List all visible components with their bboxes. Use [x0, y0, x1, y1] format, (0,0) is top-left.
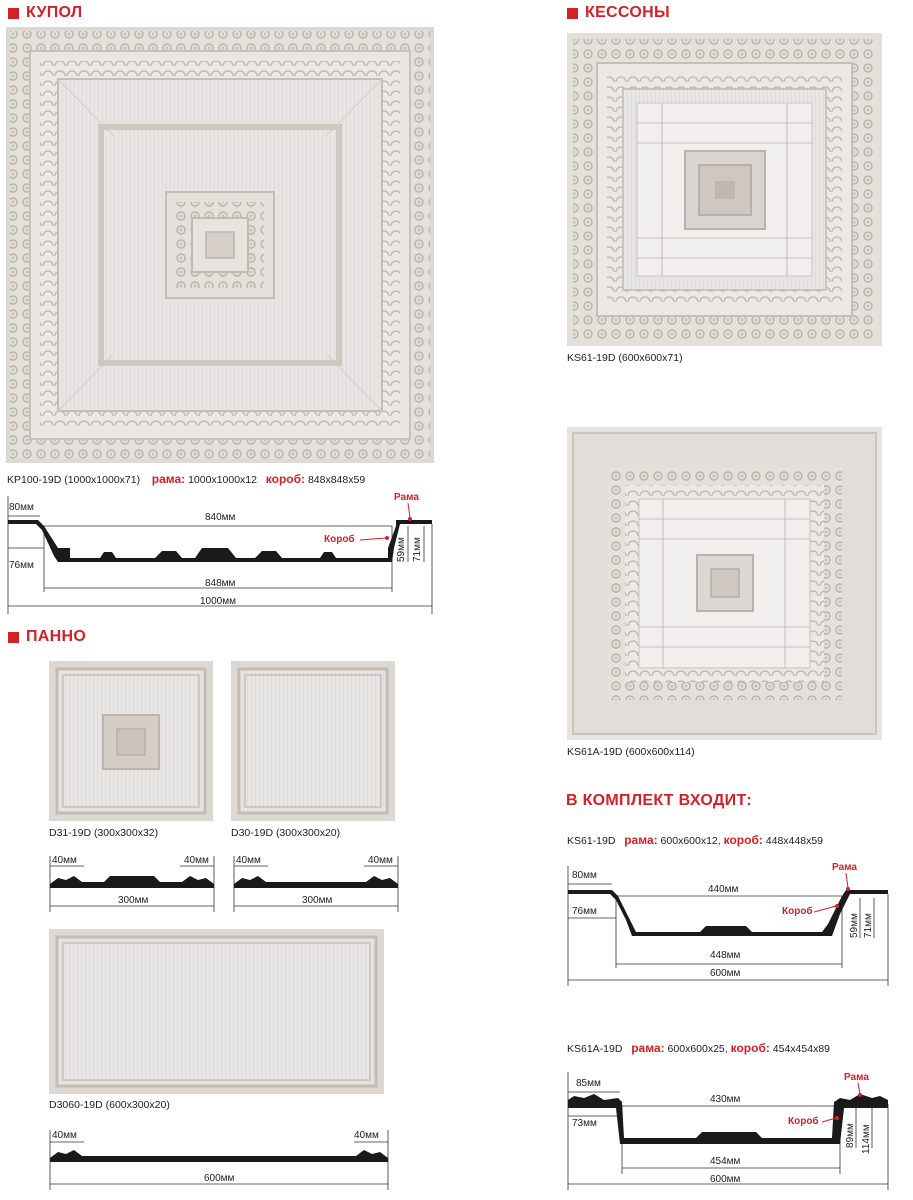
kessony-title: КЕССОНЫ [585, 4, 670, 21]
komplekt-row1-dim-448: 448мм [710, 950, 741, 961]
panno-dim3-left: 40мм [52, 1130, 77, 1141]
panno-dim2-right: 40мм [368, 855, 393, 866]
komplekt-row2-korob-callout: Короб [788, 1116, 819, 1127]
panno-dim2-left: 40мм [236, 855, 261, 866]
komplekt-row1-rama-callout: Рама [832, 862, 857, 873]
kupol-rama-callout: Рама [394, 492, 419, 503]
komplekt-row2-rama-callout: Рама [844, 1072, 869, 1083]
panno-dim1-left: 40мм [52, 855, 77, 866]
panno-dim3-width: 600мм [204, 1173, 235, 1184]
komplekt-row1-korob-size: 448x448x59 [765, 835, 823, 847]
panno-caption-2: D30-19D (300x300x20) [231, 827, 341, 839]
komplekt-row1-profile [560, 858, 900, 993]
komplekt-row1-dim-600: 600мм [710, 968, 741, 979]
kupol-dim-1000: 1000мм [200, 596, 236, 607]
kupol-rama-label: рама: [151, 472, 186, 486]
komplekt-row2-dim-114: 114мм [861, 1124, 872, 1154]
panno-profile-2 [228, 850, 404, 916]
komplekt-row2-dim-85: 85мм [576, 1078, 601, 1089]
kupol-caption [7, 472, 365, 486]
komplekt-row1-rama-size: 600x600x12, [660, 835, 721, 847]
komplekt-row2-dim-430: 430мм [710, 1094, 741, 1105]
kupol-dim-848: 848мм [205, 578, 236, 589]
kessony-caption-1: KS61-19D (600x600x71) [567, 352, 683, 364]
komplekt-row1-caption [567, 833, 823, 847]
komplekt-row2-dim-454: 454мм [710, 1156, 741, 1167]
komplekt-row2-rama-label: рама: [631, 1041, 665, 1055]
panno-panel-1-image [49, 661, 213, 821]
komplekt-row1-dim-80: 80мм [572, 870, 597, 881]
komplekt-row1-dim-71: 71мм [863, 913, 874, 938]
panno-profile-3 [44, 1124, 394, 1194]
kupol-dim-71: 71мм [412, 537, 423, 562]
komplekt-row2-code: KS61A-19D [567, 1043, 623, 1055]
panno-profile-1 [44, 850, 220, 916]
kupol-title-marker [8, 8, 19, 19]
kupol-dim-840: 840мм [205, 512, 236, 523]
panno-title: ПАННО [26, 628, 87, 645]
kessony-panel-1-image [567, 33, 882, 346]
panno-panel-2-image [231, 661, 395, 821]
komplekt-row2-korob-size: 454x454x89 [772, 1043, 830, 1055]
kupol-korob-size: 848x848x59 [307, 474, 366, 486]
panno-title-marker [8, 632, 19, 643]
komplekt-row2-profile [560, 1064, 900, 1194]
komplekt-row1-rama-label: рама: [624, 833, 658, 847]
komplekt-row1-dim-59: 59мм [849, 913, 860, 938]
kupol-panel-image [6, 27, 434, 463]
komplekt-row2-korob-label: короб: [730, 1041, 770, 1055]
panno-panel-3-image [49, 929, 384, 1094]
kupol-korob-callout: Короб [324, 534, 355, 545]
komplekt-row1-dim-76: 76мм [572, 906, 597, 917]
kupol-code: KP100-19D (1000x1000x71) [7, 474, 141, 486]
komplekt-row2-dim-89: 89мм [845, 1123, 856, 1148]
komplekt-row1-code: KS61-19D [567, 835, 616, 847]
panno-caption-3: D3060-19D (600x300x20) [49, 1099, 170, 1111]
komplekt-row1-korob-label: короб: [723, 833, 763, 847]
panno-dim3-right: 40мм [354, 1130, 379, 1141]
panno-dim1-width: 300мм [118, 895, 149, 906]
panno-caption-1: D31-19D (300x300x32) [49, 827, 159, 839]
kupol-dim-59: 59мм [396, 537, 407, 562]
kessony-caption-2: KS61A-19D (600x600x114) [567, 746, 695, 758]
komplekt-row2-rama-size: 600x600x25, [667, 1043, 728, 1055]
komplekt-title: В КОМПЛЕКТ ВХОДИТ: [566, 792, 752, 809]
kessony-title-marker [567, 8, 578, 19]
kupol-profile-diagram [0, 490, 440, 620]
komplekt-row1-korob-callout: Короб [782, 906, 813, 917]
panno-dim2-width: 300мм [302, 895, 333, 906]
kupol-dim-76: 76мм [9, 560, 34, 571]
kupol-dim-80: 80мм [9, 502, 34, 513]
komplekt-row2-dim-600: 600мм [710, 1174, 741, 1185]
kupol-title: КУПОЛ [26, 4, 83, 21]
kessony-panel-2-image [567, 427, 882, 740]
panno-dim1-right: 40мм [184, 855, 209, 866]
kupol-korob-label: короб: [265, 472, 306, 486]
komplekt-row2-caption [567, 1041, 830, 1055]
komplekt-row1-dim-440: 440мм [708, 884, 739, 895]
kupol-rama-size: 1000x1000x12 [188, 474, 257, 486]
komplekt-row2-dim-73: 73мм [572, 1118, 597, 1129]
